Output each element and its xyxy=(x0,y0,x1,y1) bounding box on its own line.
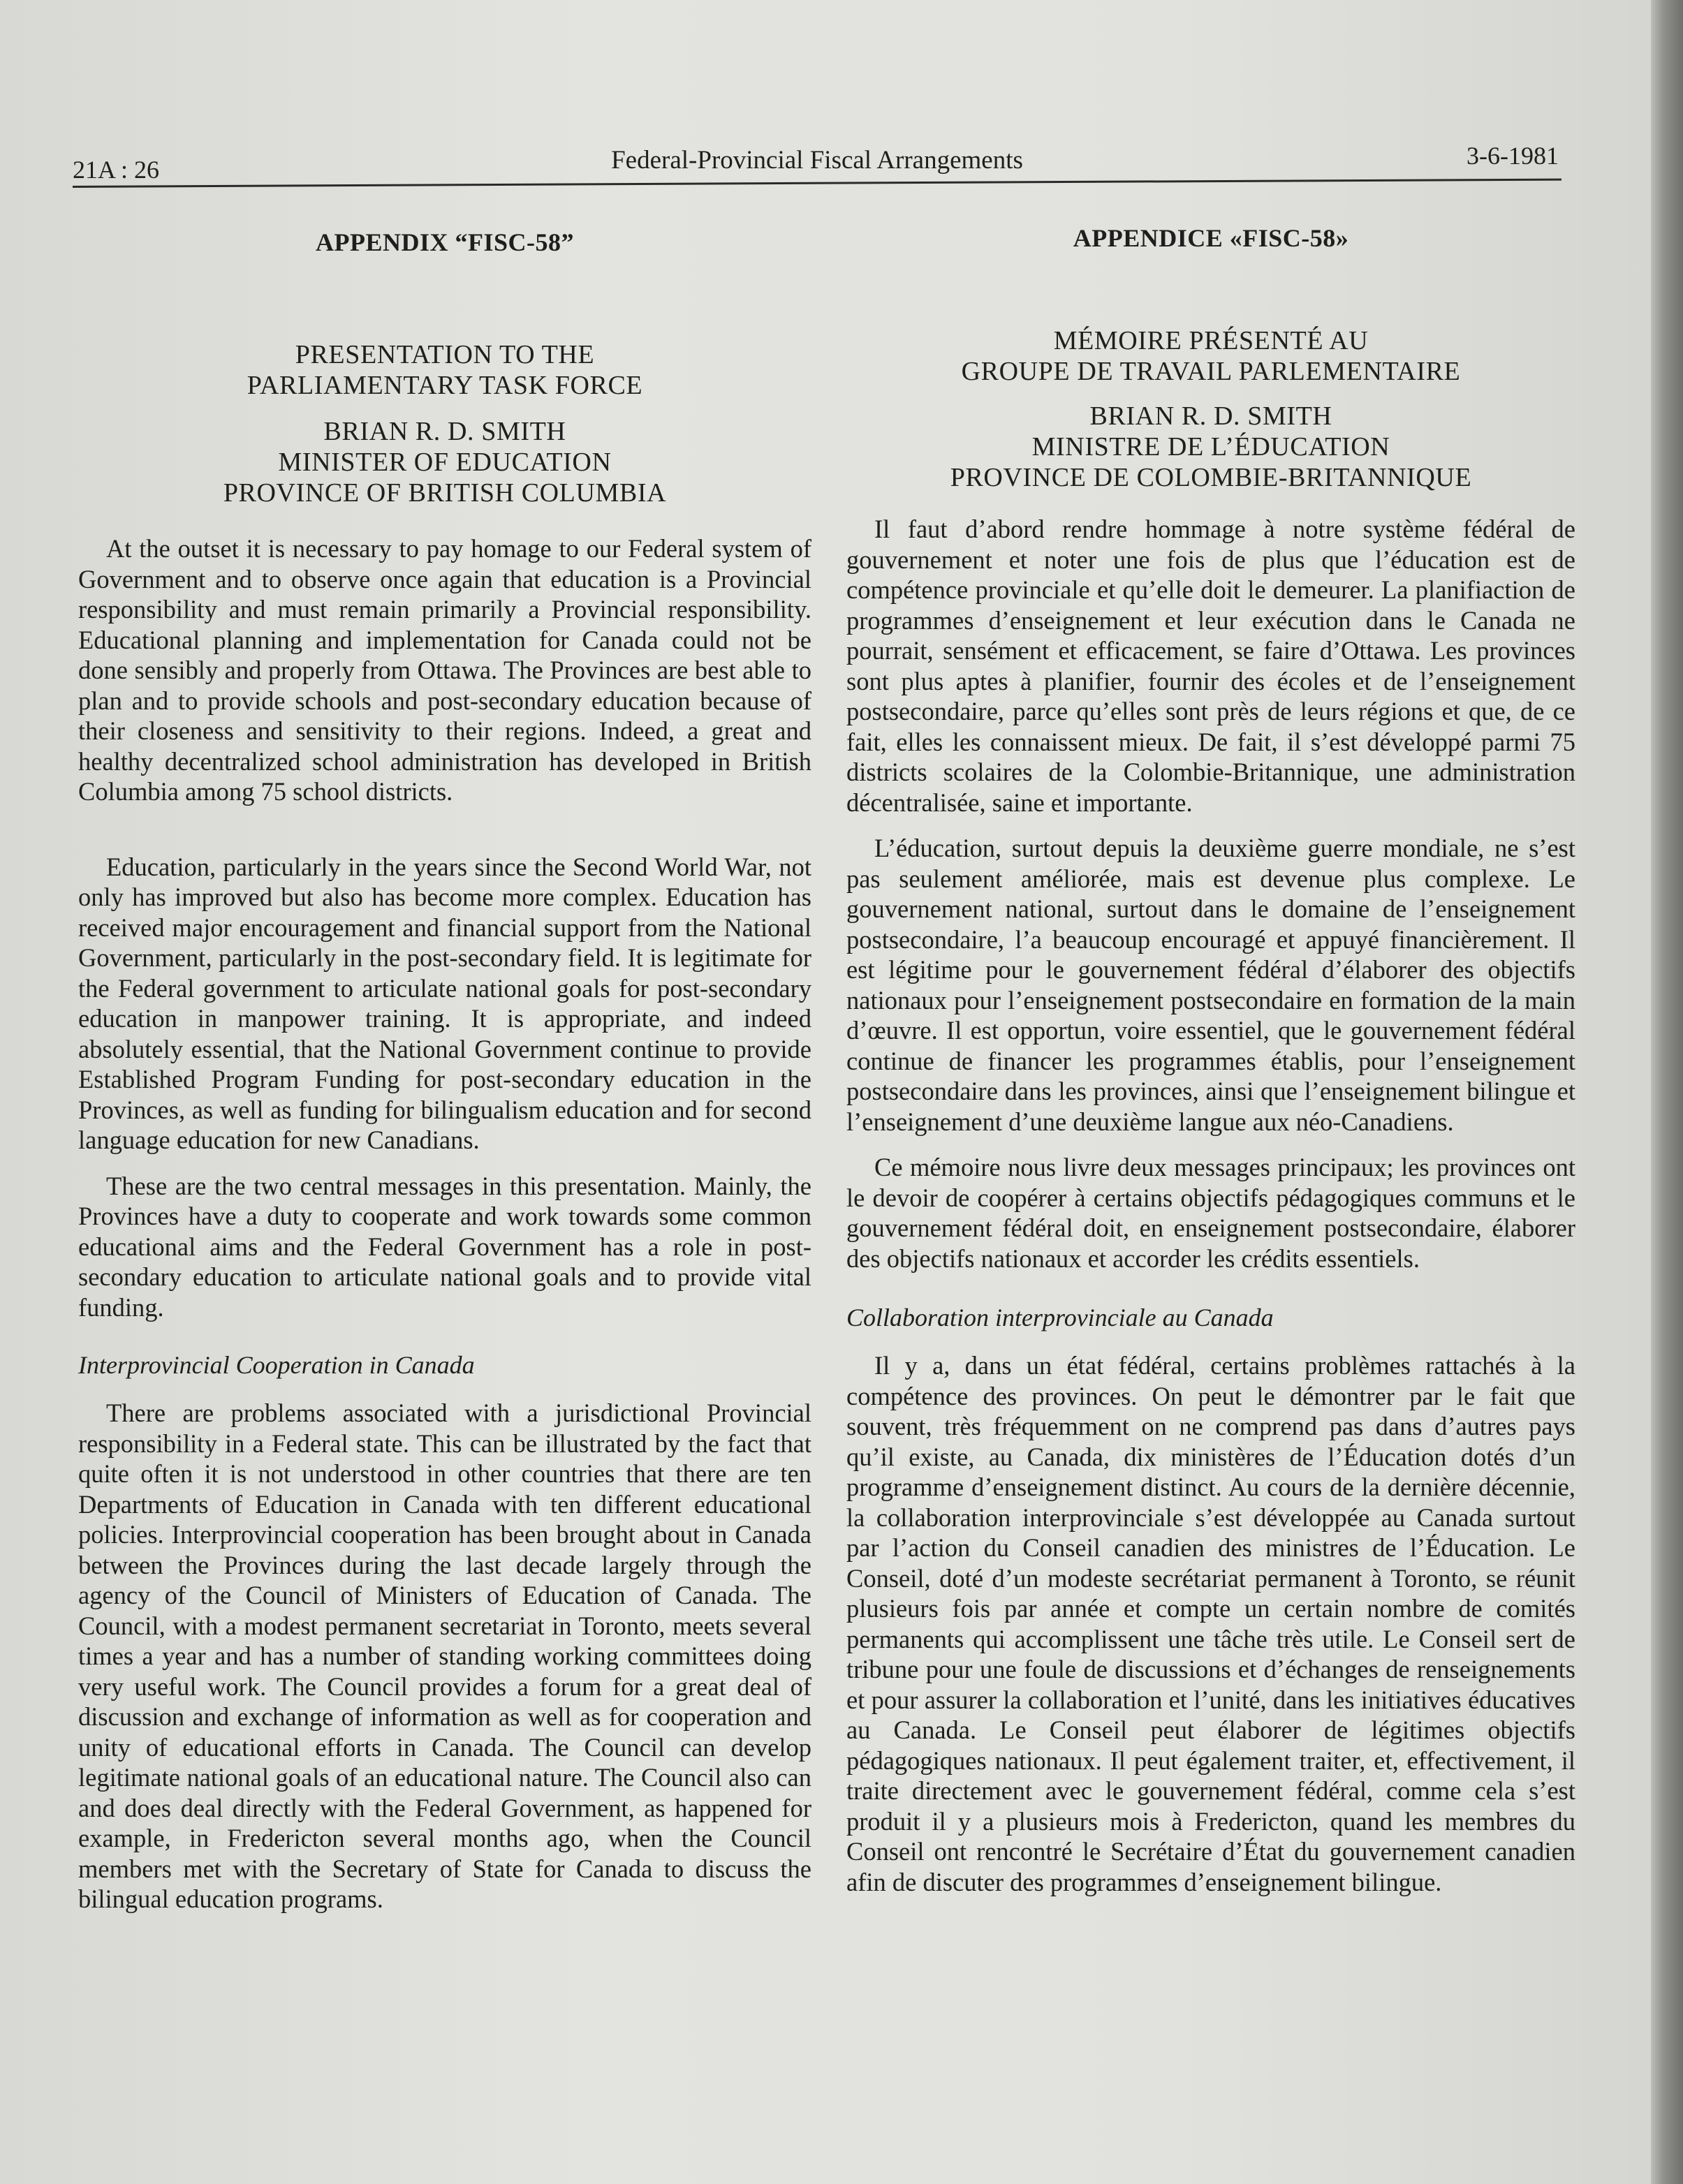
section-subheading: Interprovincial Cooperation in Canada xyxy=(78,1351,475,1379)
paragraph: Education, particularly in the years since the Second World War, not only has improved but also has become more complex. Education has received major encouragement and financial support from the National Government, particularly in the post-secondary field. It is legitimate for the Federal government to articulate national goals for post-secondary education in manpower training. It is appropriate, and indeed absolutely essential, that the National Government continue to provide Established Program Funding for post-secondary education in the Provinces, as well as funding for bilingualism education and for second language education for new Canadians. xyxy=(78,852,811,1154)
header-title: Federal-Provincial Fiscal Arrangements xyxy=(611,146,1023,175)
paragraph: These are the two central messages in this presentation. Mainly, the Provinces have a duty to cooperate and work towards some common educational aims and the Federal Government has a role in post-secondary education to articulate national goals and to provide vital funding. xyxy=(78,1171,811,1322)
presentation-heading: PRESENTATION TO THE PARLIAMENTARY TASK FORCE xyxy=(247,340,643,400)
presentation-heading: MÉMOIRE PRÉSENTÉ AU GROUPE DE TRAVAIL PARLEMENTAIRE xyxy=(961,326,1461,386)
author-block: BRIAN R. D. SMITH MINISTER OF EDUCATION PROVINCE OF BRITISH COLUMBIA xyxy=(223,417,667,508)
section-subheading: Collaboration interprovinciale au Canada xyxy=(846,1304,1274,1331)
page-number: 21A : 26 xyxy=(73,156,160,184)
paragraph: L’éducation, surtout depuis la deuxième guerre mondiale, ne s’est pas seulement améliorée, mais est devenue plus complexe. Le gouvernement national, surtout dans le domaine de l’enseignement postsecondaire, l’a beaucoup encouragé et appuyé financièrement. Il est légitime pour le gouvernement fédéral d’élaborer des objectifs nationaux pour l’enseignement postsecondaire en formation de la main d’œuvre. Il est opportun, voire essentiel, que le gouvernement fédéral continue de financer les programmes établis, pour l’enseignement postsecondaire dans les provinces, ainsi que l’enseignement bilingue et l’enseignement d’une deuxième langue aux néo-Canadiens. xyxy=(846,834,1575,1136)
paragraph: There are problems associated with a jurisdictional Provincial responsibility in a Federal state. This can be illustrated by the fact that quite often it is not understood in other countries that there are ten Departments of Education in Canada with ten different educational policies. Interprovincial cooperation has been brought about in Canada between the Provinces during the last decade largely through the agency of the Council of Ministers of Education of Canada. The Council, with a modest permanent secretariat in Toronto, meets several times a year and has a number of standing working committees doing very useful work. The Council provides a forum for a great deal of discussion and exchange of information as well as for cooperation and unity of educational efforts in Canada. The Council can develop legitimate national goals of an educational nature. The Council also can and does deal directly with the Federal Government, as happened for example, in Fredericton several months ago, when the Council members met with the Secretary of State for Canada to discuss the bilingual education programs. xyxy=(78,1399,811,1913)
header-date: 3-6-1981 xyxy=(1467,142,1559,170)
paragraph: Il y a, dans un état fédéral, certains problèmes rattachés à la compétence des provinces. On peut le démontrer par le fait que souvent, très fréquemment on ne comprend pas dans d’autres pays qu’il existe, au Canada, dix ministères de l’Éducation dotés d’un programme d’enseignement distinct. Au cours de la dernière décennie, la collaboration interprovinciale s’est développée au Canada surtout par l’action du Conseil canadien des ministres de l’Éducation. Le Conseil, doté d’un modeste secrétariat permanent à Toronto, se réunit plusieurs fois par année et compte un certain nombre de comités permanents qui accomplissent une tâche très utile. Le Conseil sert de tribune pour une foule de discussions et d’échanges de renseignements et pour assurer la collaboration et l’unité, dans les initiatives éducatives au Canada. Le Conseil peut élaborer de légitimes objectifs pédagogiques nationaux. Il peut également traiter, et, effectivement, il traite directement avec le gouvernement fédéral, comme cela s’est produit il y a plusieurs mois à Fredericton, quand les membres du Conseil ont rencontré le Secrétaire d’État du gouvernement canadien afin de discuter des programmes d’enseignement bilingue. xyxy=(846,1351,1575,1896)
appendix-title: APPENDICE «FISC-58» xyxy=(1073,224,1349,252)
paragraph: At the outset it is necessary to pay homage to our Federal system of Government and to observe once again that education is a Provincial responsibility and must remain primarily a Provincial responsibility. Educational planning and implementation for Canada could not be done sensibly and properly from Ottawa. The Provinces are best able to plan and to provide schools and post-secondary education because of their closeness and sensitivity to their regions. Indeed, a great and healthy decentralized school administration has developed in British Columbia among 75 school districts. xyxy=(78,534,811,806)
french-column xyxy=(846,223,1575,1897)
author-block: BRIAN R. D. SMITH MINISTRE DE L’ÉDUCATION PROVINCE DE COLOMBIE-BRITANNIQUE xyxy=(950,401,1472,492)
paragraph: Il faut d’abord rendre hommage à notre système fédéral de gouvernement et noter une fois de plus que l’éducation est de compétence provinciale et qu’elle doit le demeurer. La planifiaction de programmes d’enseignement et leur exécution dans le Canada ne pourrait, sensément et efficacement, se faire d’Ottawa. Les provinces sont plus aptes à planifier, fournir des écoles et de l’enseignement postsecondaire, parce qu’elles sont près de leurs régions et que, de ce fait, elles les connaissent mieux. De fait, il s’est développé parmi 75 districts scolaires de la Colombie-Britannique, une administration décentralisée, saine et importante. xyxy=(846,515,1575,817)
paragraph: Ce mémoire nous livre deux messages principaux; les provinces ont le devoir de coopérer à certains objectifs pédagogiques communs et le gouvernement fédéral doit, en enseignement postsecondaire, élaborer des objectifs nationaux et accorder les crédits essentiels. xyxy=(846,1153,1575,1273)
english-column xyxy=(78,223,811,1914)
appendix-title: APPENDIX “FISC-58” xyxy=(315,228,574,256)
page-binding-edge xyxy=(1651,0,1683,2184)
